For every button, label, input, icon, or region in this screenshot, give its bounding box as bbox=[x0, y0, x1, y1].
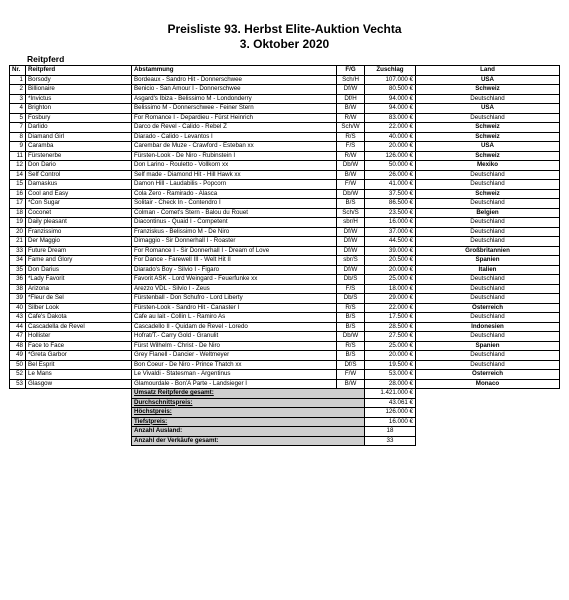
cell-price: 25.000 € bbox=[365, 275, 416, 285]
cell-price: 20.000 € bbox=[365, 142, 416, 152]
cell-nr: 44 bbox=[10, 322, 26, 332]
cell-sex-color: Df/W bbox=[337, 85, 365, 95]
summary-value: 126.000 € bbox=[365, 408, 416, 418]
cell-sex-color: F/S bbox=[337, 142, 365, 152]
cell-nr: 9 bbox=[10, 142, 26, 152]
cell-nr: 47 bbox=[10, 332, 26, 342]
page-title: Preisliste 93. Herbst Elite-Auktion Vechta bbox=[167, 22, 402, 36]
table-row bbox=[10, 294, 560, 304]
spacer-cell bbox=[26, 398, 132, 408]
summary-row bbox=[10, 417, 560, 427]
cell-price: 26.000 € bbox=[365, 170, 416, 180]
cell-price: 80.500 € bbox=[365, 85, 416, 95]
cell-nr: 49 bbox=[10, 351, 26, 361]
cell-pedigree: Grey Flanell - Dancier - Weltmeyer bbox=[132, 351, 337, 361]
cell-country: Deutschland bbox=[416, 332, 560, 342]
summary-label: Anzahl der Verkäufe gesamt: bbox=[132, 436, 365, 446]
cell-country: Schweiz bbox=[416, 151, 560, 161]
cell-horse-name: *Con Sugar bbox=[26, 199, 132, 209]
cell-nr: 14 bbox=[10, 170, 26, 180]
spacer-cell bbox=[10, 427, 26, 437]
cell-price: 28.000 € bbox=[365, 379, 416, 389]
cell-pedigree: Self made - Diamond Hit - Hill Hawk xx bbox=[132, 170, 337, 180]
table-row bbox=[10, 104, 560, 114]
cell-nr: 39 bbox=[10, 294, 26, 304]
spacer-cell bbox=[10, 408, 26, 418]
cell-price: 37.500 € bbox=[365, 189, 416, 199]
cell-sex-color: B/S bbox=[337, 199, 365, 209]
cell-horse-name: Borsody bbox=[26, 75, 132, 85]
cell-country: USA bbox=[416, 75, 560, 85]
spacer-cell bbox=[26, 408, 132, 418]
summary-label: Tiefstpreis: bbox=[132, 417, 365, 427]
cell-pedigree: Franziskus - Belissimo M - De Niro bbox=[132, 227, 337, 237]
cell-nr: 48 bbox=[10, 341, 26, 351]
table-row bbox=[10, 113, 560, 123]
cell-nr: 15 bbox=[10, 180, 26, 190]
table-row bbox=[10, 132, 560, 142]
summary-label: Höchstpreis: bbox=[132, 408, 365, 418]
cell-nr: 16 bbox=[10, 189, 26, 199]
summary-value: 33 bbox=[365, 436, 416, 446]
cell-country: USA bbox=[416, 142, 560, 152]
cell-sex-color: Db/S bbox=[337, 294, 365, 304]
cell-price: 20.000 € bbox=[365, 351, 416, 361]
summary-row bbox=[10, 427, 560, 437]
summary-row bbox=[10, 389, 560, 399]
cell-sex-color: Df/W bbox=[337, 265, 365, 275]
cell-sex-color: B/S bbox=[337, 322, 365, 332]
cell-nr: 19 bbox=[10, 218, 26, 228]
cell-pedigree: Belissimo M - Donnerschwee - Feiner Stern bbox=[132, 104, 337, 114]
cell-pedigree: Damon Hill - Laudabilis - Popcorn bbox=[132, 180, 337, 190]
cell-country: Deutschland bbox=[416, 199, 560, 209]
header-abstammung: Abstammung bbox=[132, 66, 337, 76]
cell-pedigree: For Dance - Farewell III - Welt Hit II bbox=[132, 256, 337, 266]
cell-country: Großbritannien bbox=[416, 246, 560, 256]
cell-sex-color: R/W bbox=[337, 151, 365, 161]
cell-nr: 36 bbox=[10, 275, 26, 285]
cell-horse-name: Brighton bbox=[26, 104, 132, 114]
cell-pedigree: For Romance I - Sir Donnerhall I - Dream of Love bbox=[132, 246, 337, 256]
cell-country: USA bbox=[416, 104, 560, 114]
summary-value: 43.061 € bbox=[365, 398, 416, 408]
summary-block bbox=[10, 389, 560, 446]
header-land: Land bbox=[416, 66, 560, 76]
table-row bbox=[10, 332, 560, 342]
cell-price: 94.000 € bbox=[365, 104, 416, 114]
cell-country: Schweiz bbox=[416, 132, 560, 142]
cell-country: Deutschland bbox=[416, 284, 560, 294]
cell-pedigree: Arezzo VDL - Silvio I - Zeus bbox=[132, 284, 337, 294]
table-row bbox=[10, 246, 560, 256]
spacer-cell bbox=[26, 389, 132, 399]
cell-price: 22.000 € bbox=[365, 123, 416, 133]
table-header-row bbox=[10, 66, 560, 76]
cell-horse-name: Don Darius bbox=[26, 265, 132, 275]
cell-pedigree: For Romance I - Depardieu - Fürst Heinrich bbox=[132, 113, 337, 123]
cell-nr: 4 bbox=[10, 104, 26, 114]
cell-country: Deutschland bbox=[416, 351, 560, 361]
cell-horse-name: Self Control bbox=[26, 170, 132, 180]
table-row bbox=[10, 275, 560, 285]
table-row bbox=[10, 237, 560, 247]
cell-sex-color: sbr/H bbox=[337, 218, 365, 228]
cell-pedigree: Dimaggio - Sir Donnerhall I - Roaster bbox=[132, 237, 337, 247]
spacer-cell bbox=[10, 436, 26, 446]
cell-horse-name: Der Maggio bbox=[26, 237, 132, 247]
cell-price: 50.000 € bbox=[365, 161, 416, 171]
cell-horse-name: Caramba bbox=[26, 142, 132, 152]
cell-country: Indonesien bbox=[416, 322, 560, 332]
table-row bbox=[10, 256, 560, 266]
cell-country: Österreich bbox=[416, 370, 560, 380]
cell-nr: 43 bbox=[10, 313, 26, 323]
cell-pedigree: Fürsten-Look - De Niro - Rubinstein I bbox=[132, 151, 337, 161]
cell-sex-color: B/W bbox=[337, 170, 365, 180]
table-row bbox=[10, 227, 560, 237]
cell-pedigree: Benicio - San Amour I - Donnerschwee bbox=[132, 85, 337, 95]
cell-price: 86.500 € bbox=[365, 199, 416, 209]
summary-label: Durchschnittspreis: bbox=[132, 398, 365, 408]
cell-pedigree: Glamourdale - Bon'A Parte - Landsieger I bbox=[132, 379, 337, 389]
cell-country: Deutschland bbox=[416, 113, 560, 123]
cell-price: 16.000 € bbox=[365, 218, 416, 228]
table-row bbox=[10, 94, 560, 104]
cell-horse-name: Fosbury bbox=[26, 113, 132, 123]
cell-pedigree: Diarado's Boy - Silvio I - Figaro bbox=[132, 265, 337, 275]
cell-price: 20.500 € bbox=[365, 256, 416, 266]
cell-price: 41.000 € bbox=[365, 180, 416, 190]
cell-sex-color: sbr/S bbox=[337, 256, 365, 266]
table-row bbox=[10, 284, 560, 294]
cell-horse-name: Silber Look bbox=[26, 303, 132, 313]
cell-country: Deutschland bbox=[416, 237, 560, 247]
table-row bbox=[10, 322, 560, 332]
cell-nr: 2 bbox=[10, 85, 26, 95]
cell-price: 94.000 € bbox=[365, 94, 416, 104]
cell-horse-name: Face to Face bbox=[26, 341, 132, 351]
cell-horse-name: Fame and Glory bbox=[26, 256, 132, 266]
cell-nr: 1 bbox=[10, 75, 26, 85]
cell-nr: 33 bbox=[10, 246, 26, 256]
cell-country: Deutschland bbox=[416, 360, 560, 370]
summary-value: 1.421.000 € bbox=[365, 389, 416, 399]
spacer-cell bbox=[26, 427, 132, 437]
cell-sex-color: F/W bbox=[337, 370, 365, 380]
cell-horse-name: Coconet bbox=[26, 208, 132, 218]
cell-price: 44.500 € bbox=[365, 237, 416, 247]
cell-nr: 5 bbox=[10, 113, 26, 123]
cell-horse-name: Glasgow bbox=[26, 379, 132, 389]
spacer-cell bbox=[416, 398, 560, 408]
cell-pedigree: Bordeaux - Sandro Hit - Donnerschwee bbox=[132, 75, 337, 85]
section-label: Reitpferd bbox=[27, 54, 65, 64]
table-row bbox=[10, 379, 560, 389]
cell-nr: 12 bbox=[10, 161, 26, 171]
table-row bbox=[10, 341, 560, 351]
cell-sex-color: Db/S bbox=[337, 275, 365, 285]
summary-row bbox=[10, 436, 560, 446]
cell-pedigree: Don Larino - Rouletto - Vollkorn xx bbox=[132, 161, 337, 171]
page-subtitle-date: 3. Oktober 2020 bbox=[239, 37, 330, 51]
summary-row bbox=[10, 408, 560, 418]
spacer-cell bbox=[26, 436, 132, 446]
cell-country: Deutschland bbox=[416, 218, 560, 228]
table-row bbox=[10, 313, 560, 323]
table-row bbox=[10, 265, 560, 275]
cell-sex-color: Db/W bbox=[337, 332, 365, 342]
cell-price: 83.000 € bbox=[365, 113, 416, 123]
cell-nr: 34 bbox=[10, 256, 26, 266]
cell-country: Belgien bbox=[416, 208, 560, 218]
cell-sex-color: F/S bbox=[337, 284, 365, 294]
cell-country: Spanien bbox=[416, 341, 560, 351]
cell-country: Österreich bbox=[416, 303, 560, 313]
cell-horse-name: Fürstenerbe bbox=[26, 151, 132, 161]
cell-nr: 50 bbox=[10, 360, 26, 370]
cell-nr: 35 bbox=[10, 265, 26, 275]
cell-pedigree: Bon Coeur - De Niro - Prince Thatch xx bbox=[132, 360, 337, 370]
table-row bbox=[10, 303, 560, 313]
spacer-cell bbox=[416, 408, 560, 418]
cell-horse-name: Cascadella de Revel bbox=[26, 322, 132, 332]
cell-price: 23.500 € bbox=[365, 208, 416, 218]
cell-pedigree: Asgard's Ibiza - Belissimo M - Londonderry bbox=[132, 94, 337, 104]
cell-horse-name: Bel Esprit bbox=[26, 360, 132, 370]
cell-sex-color: Sch/W bbox=[337, 123, 365, 133]
cell-price: 126.000 € bbox=[365, 151, 416, 161]
cell-pedigree: Colman - Comet's Stern - Balou du Rouet bbox=[132, 208, 337, 218]
cell-pedigree: Diacontinus - Quaid I - Competent bbox=[132, 218, 337, 228]
table-row bbox=[10, 123, 560, 133]
table-row bbox=[10, 180, 560, 190]
cell-nr: 21 bbox=[10, 237, 26, 247]
cell-country: Spanien bbox=[416, 256, 560, 266]
cell-sex-color: B/W bbox=[337, 379, 365, 389]
cell-pedigree: Diarado - Calido - Levantos I bbox=[132, 132, 337, 142]
spacer-cell bbox=[416, 436, 560, 446]
cell-horse-name: *Lady Favorit bbox=[26, 275, 132, 285]
cell-country: Mexiko bbox=[416, 161, 560, 171]
cell-sex-color: R/S bbox=[337, 341, 365, 351]
cell-price: 40.000 € bbox=[365, 132, 416, 142]
spacer-cell bbox=[416, 389, 560, 399]
summary-label: Umsatz Reitpferde gesamt: bbox=[132, 389, 365, 399]
cell-sex-color: R/W bbox=[337, 113, 365, 123]
summary-label: Anzahl Ausland: bbox=[132, 427, 365, 437]
table-row bbox=[10, 151, 560, 161]
cell-country: Deutschland bbox=[416, 170, 560, 180]
table-row bbox=[10, 75, 560, 85]
summary-row bbox=[10, 398, 560, 408]
cell-horse-name: *Invictus bbox=[26, 94, 132, 104]
table-row bbox=[10, 161, 560, 171]
cell-nr: 20 bbox=[10, 227, 26, 237]
cell-nr: 11 bbox=[10, 151, 26, 161]
cell-nr: 7 bbox=[10, 123, 26, 133]
cell-sex-color: B/S bbox=[337, 351, 365, 361]
cell-price: 37.000 € bbox=[365, 227, 416, 237]
cell-sex-color: Df/S bbox=[337, 360, 365, 370]
cell-country: Deutschland bbox=[416, 94, 560, 104]
table-row bbox=[10, 199, 560, 209]
cell-horse-name: Darlido bbox=[26, 123, 132, 133]
cell-sex-color: Db/W bbox=[337, 161, 365, 171]
cell-country: Italien bbox=[416, 265, 560, 275]
price-list-table bbox=[9, 65, 560, 446]
cell-price: 107.000 € bbox=[365, 75, 416, 85]
cell-horse-name: Le Mans bbox=[26, 370, 132, 380]
cell-horse-name: *Fleur de Sel bbox=[26, 294, 132, 304]
cell-horse-name: Damaskus bbox=[26, 180, 132, 190]
cell-horse-name: Future Dream bbox=[26, 246, 132, 256]
cell-sex-color: Df/W bbox=[337, 246, 365, 256]
table-row bbox=[10, 218, 560, 228]
cell-nr: 38 bbox=[10, 284, 26, 294]
cell-sex-color: Sch/H bbox=[337, 75, 365, 85]
cell-horse-name: Hollister bbox=[26, 332, 132, 342]
cell-horse-name: *Greta Garbor bbox=[26, 351, 132, 361]
cell-country: Schweiz bbox=[416, 85, 560, 95]
cell-price: 27.500 € bbox=[365, 332, 416, 342]
header-zuschlag: Zuschlag bbox=[365, 66, 416, 76]
cell-horse-name: Daily pleasant bbox=[26, 218, 132, 228]
cell-price: 19.500 € bbox=[365, 360, 416, 370]
spacer-cell bbox=[10, 398, 26, 408]
cell-country: Schweiz bbox=[416, 189, 560, 199]
table-row bbox=[10, 360, 560, 370]
table-row bbox=[10, 189, 560, 199]
cell-country: Schweiz bbox=[416, 123, 560, 133]
table-row bbox=[10, 370, 560, 380]
spacer-cell bbox=[26, 417, 132, 427]
cell-pedigree: Fürst Wilhelm - Christ - De Niro bbox=[132, 341, 337, 351]
cell-pedigree: Le Vivaldi - Statesman - Argentinus bbox=[132, 370, 337, 380]
cell-price: 18.000 € bbox=[365, 284, 416, 294]
cell-pedigree: Cola Zero - Ramirado - Alasca bbox=[132, 189, 337, 199]
cell-country: Deutschland bbox=[416, 313, 560, 323]
cell-price: 28.500 € bbox=[365, 322, 416, 332]
cell-sex-color: Db/W bbox=[337, 189, 365, 199]
cell-country: Deutschland bbox=[416, 227, 560, 237]
header-fg: F/G bbox=[337, 66, 365, 76]
cell-price: 22.000 € bbox=[365, 303, 416, 313]
cell-horse-name: Franzissimo bbox=[26, 227, 132, 237]
table-row bbox=[10, 208, 560, 218]
cell-pedigree: Fürstenball - Don Schufro - Lord Liberty bbox=[132, 294, 337, 304]
cell-nr: 17 bbox=[10, 199, 26, 209]
cell-sex-color: Df/H bbox=[337, 94, 365, 104]
cell-sex-color: Df/W bbox=[337, 227, 365, 237]
table-row bbox=[10, 351, 560, 361]
header-reitpferd: Reitpferd bbox=[26, 66, 132, 76]
cell-pedigree: Fürsten-Look - Sandro Hit - Canaster I bbox=[132, 303, 337, 313]
summary-value: 16.000 € bbox=[365, 417, 416, 427]
cell-pedigree: Darco de Revel - Calido - Rebel Z bbox=[132, 123, 337, 133]
cell-horse-name: Cool and Easy bbox=[26, 189, 132, 199]
cell-nr: 53 bbox=[10, 379, 26, 389]
cell-pedigree: Cascadello II - Quidam de Revel - Loredo bbox=[132, 322, 337, 332]
cell-price: 17.500 € bbox=[365, 313, 416, 323]
cell-sex-color: R/S bbox=[337, 132, 365, 142]
cell-nr: 40 bbox=[10, 303, 26, 313]
cell-pedigree: Cafe au lait - Collin L - Ramiro As bbox=[132, 313, 337, 323]
cell-sex-color: Df/W bbox=[337, 237, 365, 247]
cell-country: Deutschland bbox=[416, 180, 560, 190]
cell-price: 53.000 € bbox=[365, 370, 416, 380]
cell-nr: 18 bbox=[10, 208, 26, 218]
spacer-cell bbox=[416, 427, 560, 437]
cell-pedigree: Favorit ASK - Lord Weingard - Feuerfunke xx bbox=[132, 275, 337, 285]
cell-sex-color: F/W bbox=[337, 180, 365, 190]
cell-country: Monaco bbox=[416, 379, 560, 389]
cell-country: Deutschland bbox=[416, 294, 560, 304]
cell-pedigree: Hofrat/T.- Carry Gold - Granulit bbox=[132, 332, 337, 342]
cell-sex-color: Sch/S bbox=[337, 208, 365, 218]
cell-horse-name: Billionaire bbox=[26, 85, 132, 95]
table-body bbox=[10, 75, 560, 389]
header-nr: Nr. bbox=[10, 66, 26, 76]
cell-nr: 3 bbox=[10, 94, 26, 104]
cell-sex-color: R/S bbox=[337, 303, 365, 313]
cell-horse-name: Don Dario bbox=[26, 161, 132, 171]
cell-price: 29.000 € bbox=[365, 294, 416, 304]
spacer-cell bbox=[10, 417, 26, 427]
cell-horse-name: Arizona bbox=[26, 284, 132, 294]
cell-price: 25.000 € bbox=[365, 341, 416, 351]
cell-price: 20.000 € bbox=[365, 265, 416, 275]
spacer-cell bbox=[10, 389, 26, 399]
cell-nr: 8 bbox=[10, 132, 26, 142]
cell-horse-name: Cafe's Dakota bbox=[26, 313, 132, 323]
summary-value: 18 bbox=[365, 427, 416, 437]
cell-horse-name: Diamand Girl bbox=[26, 132, 132, 142]
cell-price: 39.000 € bbox=[365, 246, 416, 256]
cell-pedigree: Solitair - Check In - Contendro I bbox=[132, 199, 337, 209]
cell-nr: 52 bbox=[10, 370, 26, 380]
table-row bbox=[10, 85, 560, 95]
cell-country: Deutschland bbox=[416, 275, 560, 285]
cell-sex-color: B/W bbox=[337, 104, 365, 114]
table-row bbox=[10, 142, 560, 152]
spacer-cell bbox=[416, 417, 560, 427]
cell-pedigree: Carembar de Muze - Crawford - Esteban xx bbox=[132, 142, 337, 152]
cell-sex-color: B/S bbox=[337, 313, 365, 323]
table-row bbox=[10, 170, 560, 180]
